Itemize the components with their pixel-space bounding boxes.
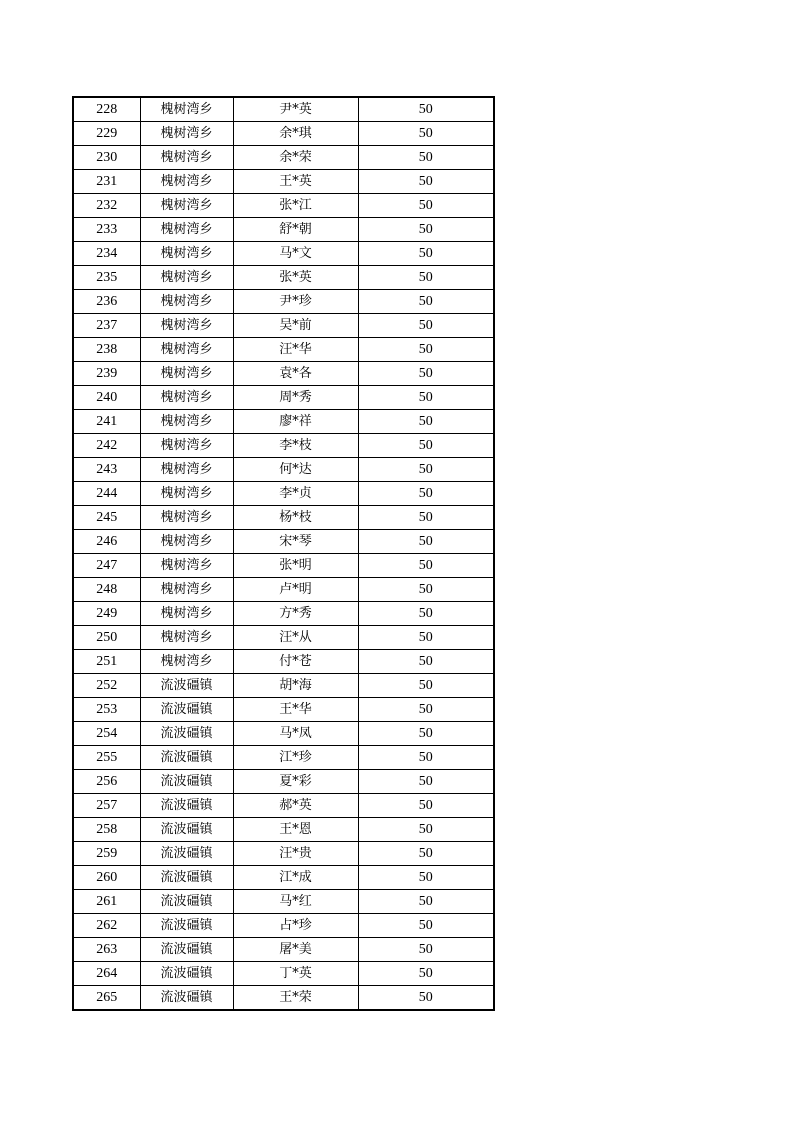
table-row <box>73 722 494 746</box>
row-number-cell: 228 <box>73 97 140 122</box>
name-cell: 马*文 <box>233 242 358 266</box>
table-row <box>73 146 494 170</box>
amount-cell: 50 <box>358 770 494 794</box>
amount-cell: 50 <box>358 338 494 362</box>
table-row <box>73 794 494 818</box>
name-cell: 宋*琴 <box>233 530 358 554</box>
name-cell: 王*荣 <box>233 986 358 1011</box>
name-cell: 胡*海 <box>233 674 358 698</box>
row-number-cell: 260 <box>73 866 140 890</box>
table-row <box>73 386 494 410</box>
amount-cell: 50 <box>358 602 494 626</box>
amount-cell: 50 <box>358 818 494 842</box>
recipient-table-body <box>73 97 494 1010</box>
township-cell: 流波礓镇 <box>140 674 233 698</box>
amount-cell: 50 <box>358 650 494 674</box>
amount-cell: 50 <box>358 218 494 242</box>
amount-cell: 50 <box>358 170 494 194</box>
name-cell: 夏*彩 <box>233 770 358 794</box>
name-cell: 张*明 <box>233 554 358 578</box>
row-number-cell: 230 <box>73 146 140 170</box>
name-cell: 王*华 <box>233 698 358 722</box>
township-cell: 槐树湾乡 <box>140 386 233 410</box>
table-row <box>73 914 494 938</box>
amount-cell: 50 <box>358 794 494 818</box>
amount-cell: 50 <box>358 266 494 290</box>
table-row <box>73 626 494 650</box>
name-cell: 王*英 <box>233 170 358 194</box>
amount-cell: 50 <box>358 290 494 314</box>
row-number-cell: 250 <box>73 626 140 650</box>
table-row <box>73 506 494 530</box>
row-number-cell: 229 <box>73 122 140 146</box>
name-cell: 汪*华 <box>233 338 358 362</box>
table-row <box>73 986 494 1011</box>
name-cell: 付*苍 <box>233 650 358 674</box>
table-row <box>73 218 494 242</box>
name-cell: 汪*从 <box>233 626 358 650</box>
table-row <box>73 266 494 290</box>
row-number-cell: 264 <box>73 962 140 986</box>
township-cell: 槐树湾乡 <box>140 578 233 602</box>
table-row <box>73 410 494 434</box>
township-cell: 流波礓镇 <box>140 722 233 746</box>
name-cell: 王*恩 <box>233 818 358 842</box>
amount-cell: 50 <box>358 578 494 602</box>
name-cell: 舒*朝 <box>233 218 358 242</box>
township-cell: 槐树湾乡 <box>140 650 233 674</box>
township-cell: 槐树湾乡 <box>140 458 233 482</box>
township-cell: 流波礓镇 <box>140 890 233 914</box>
amount-cell: 50 <box>358 626 494 650</box>
name-cell: 李*贞 <box>233 482 358 506</box>
amount-cell: 50 <box>358 386 494 410</box>
township-cell: 槐树湾乡 <box>140 218 233 242</box>
township-cell: 流波礓镇 <box>140 962 233 986</box>
table-row <box>73 434 494 458</box>
amount-cell: 50 <box>358 914 494 938</box>
township-cell: 流波礓镇 <box>140 938 233 962</box>
amount-cell: 50 <box>358 554 494 578</box>
amount-cell: 50 <box>358 146 494 170</box>
amount-cell: 50 <box>358 866 494 890</box>
name-cell: 李*枝 <box>233 434 358 458</box>
township-cell: 流波礓镇 <box>140 986 233 1011</box>
township-cell: 槐树湾乡 <box>140 97 233 122</box>
name-cell: 吴*前 <box>233 314 358 338</box>
amount-cell: 50 <box>358 986 494 1011</box>
row-number-cell: 256 <box>73 770 140 794</box>
township-cell: 槐树湾乡 <box>140 170 233 194</box>
amount-cell: 50 <box>358 314 494 338</box>
row-number-cell: 232 <box>73 194 140 218</box>
amount-cell: 50 <box>358 362 494 386</box>
name-cell: 马*凤 <box>233 722 358 746</box>
row-number-cell: 262 <box>73 914 140 938</box>
township-cell: 槐树湾乡 <box>140 122 233 146</box>
name-cell: 郝*英 <box>233 794 358 818</box>
row-number-cell: 231 <box>73 170 140 194</box>
name-cell: 马*红 <box>233 890 358 914</box>
name-cell: 丁*英 <box>233 962 358 986</box>
township-cell: 槐树湾乡 <box>140 626 233 650</box>
row-number-cell: 243 <box>73 458 140 482</box>
amount-cell: 50 <box>358 962 494 986</box>
row-number-cell: 251 <box>73 650 140 674</box>
amount-cell: 50 <box>358 842 494 866</box>
name-cell: 何*达 <box>233 458 358 482</box>
table-row <box>73 122 494 146</box>
name-cell: 屠*美 <box>233 938 358 962</box>
table-row <box>73 650 494 674</box>
table-row <box>73 962 494 986</box>
row-number-cell: 241 <box>73 410 140 434</box>
name-cell: 占*珍 <box>233 914 358 938</box>
recipient-table <box>72 96 495 1011</box>
township-cell: 槐树湾乡 <box>140 362 233 386</box>
table-row <box>73 97 494 122</box>
name-cell: 张*英 <box>233 266 358 290</box>
name-cell: 尹*英 <box>233 97 358 122</box>
name-cell: 方*秀 <box>233 602 358 626</box>
township-cell: 槐树湾乡 <box>140 242 233 266</box>
township-cell: 流波礓镇 <box>140 746 233 770</box>
name-cell: 张*江 <box>233 194 358 218</box>
amount-cell: 50 <box>358 122 494 146</box>
row-number-cell: 255 <box>73 746 140 770</box>
amount-cell: 50 <box>358 97 494 122</box>
table-row <box>73 482 494 506</box>
table-row <box>73 602 494 626</box>
row-number-cell: 238 <box>73 338 140 362</box>
table-row <box>73 554 494 578</box>
township-cell: 槐树湾乡 <box>140 266 233 290</box>
row-number-cell: 245 <box>73 506 140 530</box>
township-cell: 流波礓镇 <box>140 842 233 866</box>
table-row <box>73 866 494 890</box>
row-number-cell: 239 <box>73 362 140 386</box>
table-row <box>73 890 494 914</box>
amount-cell: 50 <box>358 194 494 218</box>
name-cell: 余*琪 <box>233 122 358 146</box>
township-cell: 槐树湾乡 <box>140 410 233 434</box>
table-row <box>73 674 494 698</box>
row-number-cell: 259 <box>73 842 140 866</box>
township-cell: 流波礓镇 <box>140 770 233 794</box>
row-number-cell: 246 <box>73 530 140 554</box>
table-row <box>73 170 494 194</box>
amount-cell: 50 <box>358 506 494 530</box>
amount-cell: 50 <box>358 458 494 482</box>
table-row <box>73 698 494 722</box>
row-number-cell: 234 <box>73 242 140 266</box>
township-cell: 槐树湾乡 <box>140 194 233 218</box>
table-row <box>73 458 494 482</box>
township-cell: 槐树湾乡 <box>140 290 233 314</box>
amount-cell: 50 <box>358 530 494 554</box>
township-cell: 流波礓镇 <box>140 818 233 842</box>
table-row <box>73 530 494 554</box>
name-cell: 汪*贵 <box>233 842 358 866</box>
township-cell: 槐树湾乡 <box>140 482 233 506</box>
township-cell: 槐树湾乡 <box>140 314 233 338</box>
row-number-cell: 252 <box>73 674 140 698</box>
amount-cell: 50 <box>358 482 494 506</box>
row-number-cell: 263 <box>73 938 140 962</box>
amount-cell: 50 <box>358 938 494 962</box>
amount-cell: 50 <box>358 410 494 434</box>
table-row <box>73 842 494 866</box>
table-row <box>73 194 494 218</box>
row-number-cell: 244 <box>73 482 140 506</box>
name-cell: 卢*明 <box>233 578 358 602</box>
table-row <box>73 938 494 962</box>
row-number-cell: 261 <box>73 890 140 914</box>
name-cell: 杨*枝 <box>233 506 358 530</box>
township-cell: 流波礓镇 <box>140 914 233 938</box>
name-cell: 周*秀 <box>233 386 358 410</box>
township-cell: 槐树湾乡 <box>140 554 233 578</box>
row-number-cell: 247 <box>73 554 140 578</box>
amount-cell: 50 <box>358 698 494 722</box>
row-number-cell: 242 <box>73 434 140 458</box>
table-row <box>73 578 494 602</box>
township-cell: 槐树湾乡 <box>140 434 233 458</box>
table-row <box>73 314 494 338</box>
amount-cell: 50 <box>358 434 494 458</box>
township-cell: 槐树湾乡 <box>140 506 233 530</box>
row-number-cell: 235 <box>73 266 140 290</box>
township-cell: 槐树湾乡 <box>140 602 233 626</box>
township-cell: 槐树湾乡 <box>140 146 233 170</box>
table-row <box>73 770 494 794</box>
row-number-cell: 253 <box>73 698 140 722</box>
table-row <box>73 362 494 386</box>
table-row <box>73 818 494 842</box>
row-number-cell: 233 <box>73 218 140 242</box>
row-number-cell: 249 <box>73 602 140 626</box>
name-cell: 尹*珍 <box>233 290 358 314</box>
row-number-cell: 248 <box>73 578 140 602</box>
township-cell: 槐树湾乡 <box>140 530 233 554</box>
table-row <box>73 290 494 314</box>
township-cell: 流波礓镇 <box>140 698 233 722</box>
name-cell: 江*珍 <box>233 746 358 770</box>
row-number-cell: 257 <box>73 794 140 818</box>
name-cell: 袁*各 <box>233 362 358 386</box>
row-number-cell: 240 <box>73 386 140 410</box>
row-number-cell: 265 <box>73 986 140 1011</box>
row-number-cell: 237 <box>73 314 140 338</box>
township-cell: 流波礓镇 <box>140 794 233 818</box>
row-number-cell: 254 <box>73 722 140 746</box>
table-row <box>73 746 494 770</box>
amount-cell: 50 <box>358 722 494 746</box>
name-cell: 余*荣 <box>233 146 358 170</box>
township-cell: 槐树湾乡 <box>140 338 233 362</box>
row-number-cell: 236 <box>73 290 140 314</box>
row-number-cell: 258 <box>73 818 140 842</box>
table-row <box>73 242 494 266</box>
township-cell: 流波礓镇 <box>140 866 233 890</box>
amount-cell: 50 <box>358 746 494 770</box>
table-row <box>73 338 494 362</box>
name-cell: 廖*祥 <box>233 410 358 434</box>
name-cell: 江*成 <box>233 866 358 890</box>
amount-cell: 50 <box>358 242 494 266</box>
amount-cell: 50 <box>358 890 494 914</box>
amount-cell: 50 <box>358 674 494 698</box>
